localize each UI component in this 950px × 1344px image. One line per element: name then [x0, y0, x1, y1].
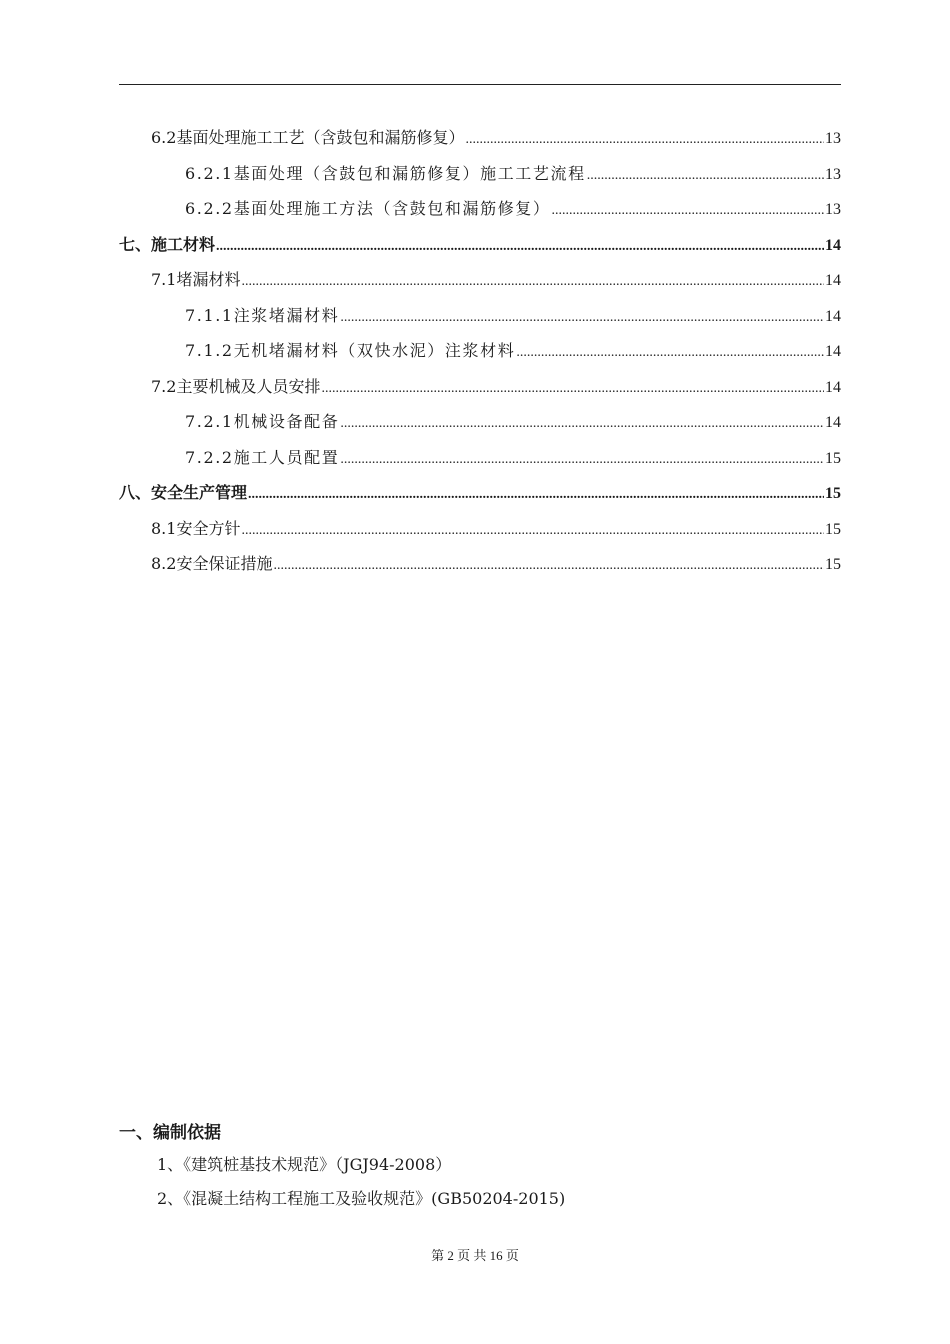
toc-page-number: 14 — [825, 414, 841, 431]
toc-entry-title: 8.1安全方针 — [151, 518, 241, 538]
toc-leader — [465, 120, 824, 158]
toc-leader — [340, 440, 824, 478]
toc-entry-title: 6.2.2基面处理施工方法（含鼓包和漏筋修复） — [185, 199, 551, 218]
toc-page-number: 13 — [825, 165, 841, 183]
toc-leader — [340, 298, 824, 336]
toc-entry-title: 7.1.1注浆堵漏材料 — [185, 305, 340, 325]
toc-entry-title: 7.2.1机械设备配备 — [185, 412, 340, 431]
toc-entry[interactable] — [119, 298, 841, 334]
toc-entry-title: 6.2.1基面处理（含鼓包和漏筋修复）施工工艺流程 — [185, 163, 586, 183]
toc-entry-title: 7.2主要机械及人员安排 — [151, 376, 321, 396]
toc-page-number: 14 — [825, 307, 841, 325]
toc-entry-title: 7.1堵漏材料 — [151, 270, 241, 289]
toc-page-number: 14 — [825, 272, 841, 289]
toc-leader — [340, 404, 824, 442]
toc-entry[interactable] — [119, 120, 841, 156]
header-rule — [119, 84, 841, 85]
toc-entry[interactable] — [119, 475, 841, 511]
toc-entry[interactable] — [119, 262, 841, 298]
toc-leader — [321, 369, 824, 407]
toc-entry-title: 7.2.2施工人员配置 — [185, 447, 340, 467]
toc-page-number: 14 — [825, 378, 841, 396]
toc-page-number: 15 — [825, 485, 841, 502]
toc-leader — [241, 262, 824, 300]
table-of-contents — [119, 120, 841, 582]
toc-leader — [241, 511, 824, 549]
toc-leader — [216, 227, 824, 265]
page-footer: 第 2 页 共 16 页 — [431, 1248, 519, 1263]
toc-entry[interactable] — [119, 546, 841, 582]
toc-entry[interactable] — [119, 156, 841, 192]
toc-leader — [516, 333, 824, 371]
toc-page-number: 14 — [825, 343, 841, 360]
toc-entry[interactable] — [119, 440, 841, 476]
toc-page-number: 14 — [825, 236, 841, 254]
toc-entry[interactable] — [119, 369, 841, 405]
toc-entry[interactable] — [119, 333, 841, 369]
basis-item: 2、《混凝土结构工程施工及验收规范》(GB50204-2015) — [157, 1189, 566, 1208]
toc-page-number: 15 — [825, 556, 841, 573]
basis-item: 1、《建筑桩基技术规范》（JGJ94-2008） — [157, 1155, 452, 1174]
section-heading: 一、编制依据 — [119, 1123, 221, 1143]
toc-entry[interactable] — [119, 227, 841, 263]
toc-leader — [587, 156, 824, 194]
toc-entry-title: 七、施工材料 — [119, 234, 216, 254]
toc-page-number: 13 — [825, 201, 841, 218]
toc-entry-title: 8.2安全保证措施 — [151, 554, 273, 573]
toc-entry-title: 7.1.2无机堵漏材料（双快水泥）注浆材料 — [185, 341, 516, 360]
toc-leader — [552, 191, 824, 229]
toc-leader — [248, 475, 824, 513]
toc-page-number: 13 — [825, 130, 841, 147]
toc-entry[interactable] — [119, 404, 841, 440]
toc-entry-title: 八、安全生产管理 — [119, 483, 248, 502]
toc-page-number: 15 — [825, 449, 841, 467]
toc-page-number: 15 — [825, 520, 841, 538]
toc-entry[interactable] — [119, 191, 841, 227]
compilation-basis-section — [119, 1118, 841, 1216]
toc-entry[interactable] — [119, 511, 841, 547]
toc-entry-title: 6.2基面处理施工工艺（含鼓包和漏筋修复） — [151, 128, 465, 147]
toc-leader — [273, 546, 824, 584]
